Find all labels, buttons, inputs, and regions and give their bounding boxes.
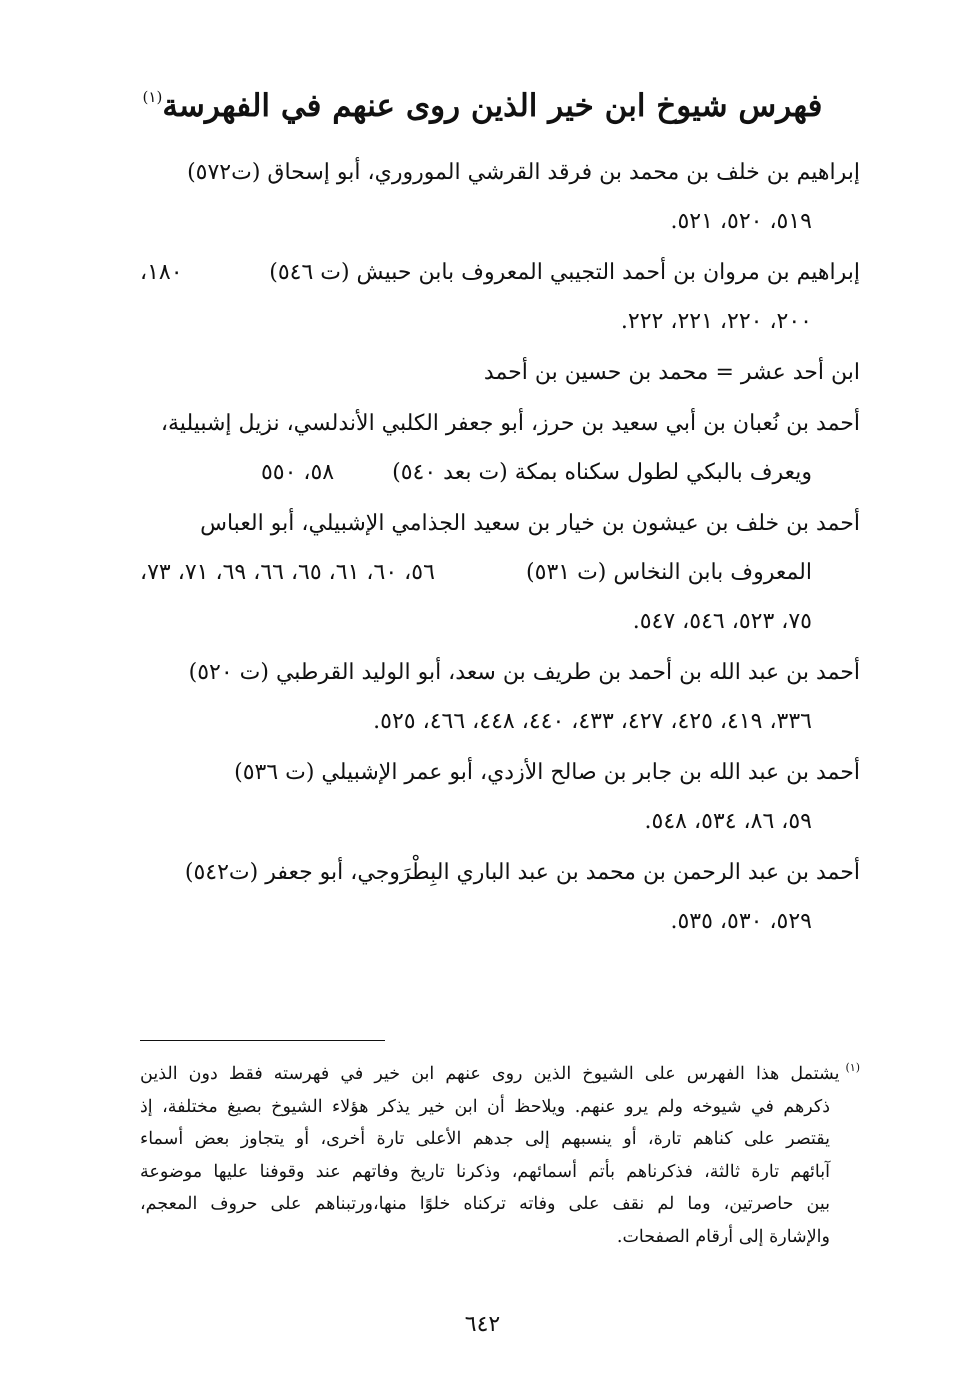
entry-line xyxy=(140,399,860,448)
entry-line xyxy=(140,848,860,897)
entry-line xyxy=(140,297,860,346)
footnote-line xyxy=(140,1052,860,1091)
entry-line xyxy=(140,248,860,297)
index-title xyxy=(100,72,865,131)
entry-name: أحمد بن خلف بن عيشون بن خيار بن سعيد الجذامي الإشبيلي، أبو العباس xyxy=(200,511,860,536)
entry-pages: ٥٦، ٦٠، ٦١، ٦٥، ٦٦، ٦٩، ٧١، ٧٣، xyxy=(140,560,435,585)
index-entries xyxy=(140,148,860,948)
entry-line xyxy=(140,348,860,397)
index-entry xyxy=(140,348,860,397)
index-entry xyxy=(140,848,860,946)
entry-name: إبراهيم بن مروان بن أحمد التجيبي المعروف بابن حبيش (ت ٥٤٦) xyxy=(269,260,860,285)
entry-pages: ٥٩، ٨٦، ٥٣٤، ٥٤٨. xyxy=(644,809,812,834)
entry-name: ويعرف بالبكي لطول سكناه بمكة (ت بعد ٥٤٠) xyxy=(392,460,812,485)
entry-cross-reference: ابن أحد عشر = محمد بن حسين بن أحمد xyxy=(483,360,860,385)
entry-line xyxy=(140,448,860,497)
entry-line xyxy=(140,748,860,797)
entry-name: أحمد بن نُعبان بن أبي سعيد بن حرز، أبو جعفر الكلبي الأندلسي، نزيل إشبيلية، xyxy=(160,411,860,436)
index-entry xyxy=(140,248,860,346)
entry-line xyxy=(140,697,860,746)
entry-pages: ٥٨، ٥٥٠ xyxy=(260,460,335,485)
entry-line xyxy=(140,499,860,548)
entry-name: إبراهيم بن خلف بن محمد بن فرقد القرشي الموروري، أبو إسحاق (ت٥٧٢) xyxy=(187,160,860,185)
entry-pages: ١٨٠، xyxy=(140,260,183,285)
entry-pages: ٣٣٦، ٤١٩، ٤٢٥، ٤٢٧، ٤٣٣، ٤٤٠، ٤٤٨، ٤٦٦، ٥٢٥. xyxy=(373,709,812,734)
entry-name: أحمد بن عبد الله بن جابر بن صالح الأزدي، أبو عمر الإشبيلي (ت ٥٣٦) xyxy=(234,760,860,785)
entry-line xyxy=(140,897,860,946)
entry-line xyxy=(140,597,860,646)
entry-line xyxy=(140,797,860,846)
entry-pages: ٧٥، ٥٢٣، ٥٤٦، ٥٤٧. xyxy=(632,609,812,634)
entry-pages: ٥١٩، ٥٢٠، ٥٢١. xyxy=(670,209,812,234)
entry-line xyxy=(140,148,860,197)
page-number: ٦٤٢ xyxy=(464,1312,501,1337)
index-entry xyxy=(140,748,860,846)
entry-name: أحمد بن عبد الله بن أحمد بن طريف بن سعد، أبو الوليد القرطبي (ت ٥٢٠) xyxy=(188,660,860,685)
index-entry xyxy=(140,499,860,646)
index-entry xyxy=(140,399,860,497)
entry-pages: ٢٠٠، ٢٢٠، ٢٢١، ٢٢٢. xyxy=(620,309,812,334)
index-title-text: فهرس شيوخ ابن خير الذين روى عنهم في الفهرسة xyxy=(162,88,823,124)
entry-line xyxy=(140,197,860,246)
footnote-line: ذكرهم في شيوخه ولم يرو عنهم. ويلاحظ أن ابن خير يذكر هؤلاء الشيوخ بصيغ مختلفة، إذ xyxy=(140,1096,830,1117)
entry-name: المعروف بابن النخاس (ت ٥٣١) xyxy=(526,560,812,585)
entry-pages: ٥٢٩، ٥٣٠، ٥٣٥. xyxy=(670,909,812,934)
entry-name: أحمد بن عبد الرحمن بن محمد بن عبد الباري البِطْرَوجي، أبو جعفر (ت٥٤٢) xyxy=(184,860,860,885)
footnote-line: والإشارة إلى أرقام الصفحات. xyxy=(616,1226,830,1247)
index-entry xyxy=(140,148,860,246)
footnote-line: يقتصر على كناهم تارة، أو ينسبهم إلى جدهم الأعلى تارة أخرى، أو يتجاوز بعض أسماء xyxy=(140,1129,830,1149)
index-entry xyxy=(140,648,860,746)
footnote-text: يشتمل هذا الفهرس على الشيوخ الذين روى عنهم ابن خير في فهرسته فقط دون الذين xyxy=(140,1064,840,1084)
footnote-divider xyxy=(140,1040,385,1041)
entry-line xyxy=(140,648,860,697)
footnote-marker: (١) xyxy=(845,1061,860,1074)
footnote xyxy=(140,1052,860,1253)
entry-line xyxy=(140,548,860,597)
footnote-line: آبائهم تارة ثالثة، فذكرناهم بأتم أسمائهم، وذكرنا تاريخ وفاتهم عند وقوفنا عليها موضوعة xyxy=(140,1161,830,1182)
footnote-line: بين حاصرتين، وما لم نقف على وفاته تركناه خلوًا منها،ورتبناهم على حروف المعجم، xyxy=(140,1194,830,1214)
title-footnote-marker: (١) xyxy=(142,88,163,106)
